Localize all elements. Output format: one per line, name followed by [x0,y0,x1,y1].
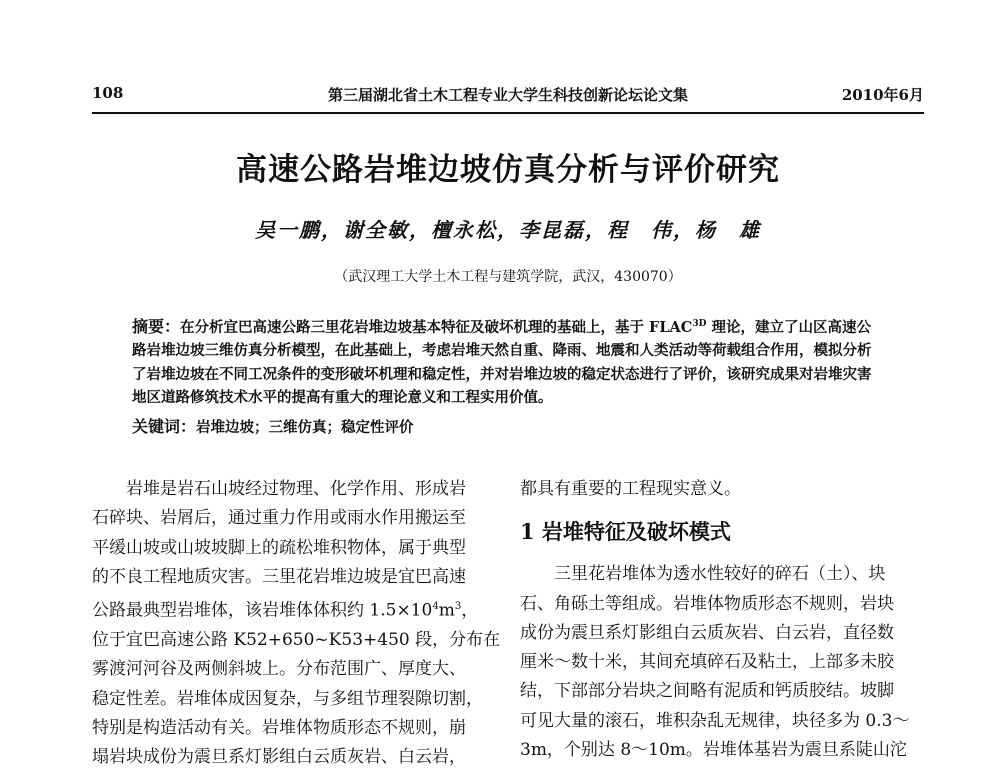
keywords-text: 岩堆边坡；三维仿真；稳定性评价 [196,419,414,436]
body-line-part: 公路最典型岩堆体，该岩堆体体积约 1.5×10 [92,600,433,621]
abstract-text-part1: 在分析宜巴高速公路三里花岩堆边坡基本特征及破坏机理的基础上，基于 FLAC [180,318,693,336]
exponent: 3 [454,601,462,613]
body-line-part: m [438,600,455,621]
body-line: 三里花岩堆体为透水性较好的碎石（土）、块 [520,564,886,585]
body-line: 岩堆是岩石山坡经过物理、化学作用、形成岩 [92,479,466,499]
exponent: 4 [432,601,439,613]
body-line: 位于宜巴高速公路 K52+650~K53+450 段，分布在 [92,630,501,651]
body-line: 的不良工程地质灾害。三里花岩堆边坡是宜巴高速 [92,566,466,587]
body-line: 石、角砾土等组成。岩堆体物质形态不规则，岩块 [520,593,894,614]
keywords [132,414,884,437]
body-line: 厘米～数十米，其间充填碎石及粘土，上部多未胶 [520,652,894,673]
abstract-superscript: 3D [692,319,707,329]
body-line: 结，下部部分岩块之间略有泥质和钙质胶结。坡脚 [520,681,894,702]
header-rule [92,112,924,114]
abstract-label: 摘要： [132,316,181,336]
body-line: 雾渡河河谷及两侧斜坡上。分布范围广、厚度大、 [92,659,466,680]
abstract [132,313,884,410]
page-number: 108 [92,84,124,102]
paper-title: 高速公路岩堆边坡仿真分析与评价研究 [236,152,780,188]
body-line: 稳定性差。岩堆体成因复杂，与多组节理裂隙切割， [92,688,483,709]
journal-title: 第三届湖北省土木工程专业大学生科技创新论坛论文集 [327,86,688,104]
body-line: 特别是构造活动有关。岩堆体物质形态不规则，崩 [92,718,466,739]
author-list: 吴一鹏，谢全敏，檀永松，李昆磊，程 伟，杨 雄 [255,218,761,242]
body-line [92,592,492,626]
publication-date: 2010年6月 [841,86,924,104]
section-heading: 1 岩堆特征及破坏模式 [520,519,731,545]
body-line: 塌岩块成份为震旦系灯影组白云质灰岩、白云岩， [92,747,466,768]
affiliation: （武汉理工大学土木工程与建筑学院，武汉，430070） [334,269,682,285]
right-column [520,475,924,765]
body-line: 成份为震旦系灯影组白云质灰岩、白云岩，直径数 [520,622,894,643]
body-line: 都具有重要的工程现实意义。 [520,479,741,499]
body-line: 可见大量的滚石，堆积杂乱无规律，块径多为 0.3～ [520,710,910,731]
left-column [92,475,501,773]
body-line: 石碎块、岩屑后，通过重力作用或雨水作用搬运至 [92,508,466,529]
running-header [92,84,924,106]
body-line: 3m，个别达 8～10m。岩堆体基岩为震旦系陡山沱 [520,740,907,761]
abstract-text-part2: 理论，建立了山区高速公路岩堆边坡三维仿真分析模型，在此基础上，考虑岩堆天然自重、降雨、地震和人类活动等荷载组合作用，模拟分析了岩堆边坡在不同工况条件的变形破坏机理和稳定性，并对岩堆边坡的稳定状态进行了评价，该研究成果对岩堆灾害地区道路修筑技术水平的提高有重大的理论意义和工程实用价值。 [132,318,872,407]
body-line: 平缓山坡或山坡坡脚上的疏松堆积物体，属于典型 [92,537,466,558]
body-line-part: ， [461,600,479,621]
keywords-label: 关键词： [132,417,197,436]
